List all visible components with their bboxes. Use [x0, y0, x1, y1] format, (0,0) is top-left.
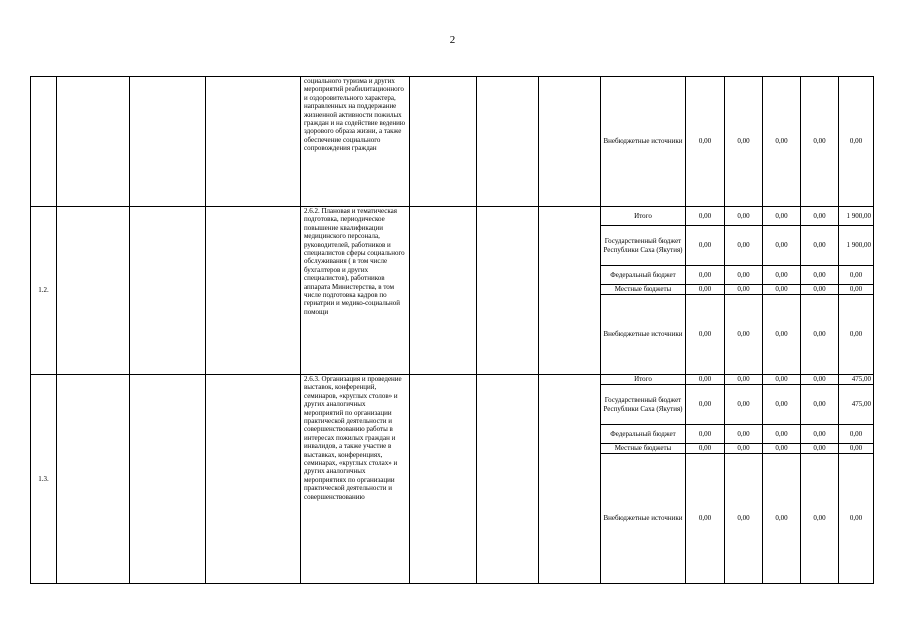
value-cell: 0,00 — [801, 285, 839, 295]
program-table-container — [30, 76, 873, 584]
value-cell: 0,00 — [686, 444, 725, 454]
source-total: Итого — [601, 207, 686, 226]
value-cell: 1 900,00 — [839, 226, 874, 266]
value-cell: 0,00 — [801, 425, 839, 444]
index-cell: 1.3. — [31, 375, 57, 584]
value-cell: 0,00 — [839, 295, 874, 375]
value-cell: 0,00 — [725, 285, 763, 295]
index-cell: 1.2. — [31, 207, 57, 375]
value-cell: 0,00 — [763, 295, 801, 375]
measure-description: 2.6.2. Плановая и тематическая подготовка, периодическое повышение квалификации медицинского персонала, руководителей, работников и специалистов сферы социального обслуживания ( в том числе бухгалтеров и других специалистов), работников аппарата Министерства, в том числе подготовка кадров по гериатрии и медико-социальной помощи — [301, 207, 410, 375]
measure-description: социального туризма и других мероприятий реабилитационного и оздоровительного характера, направленных на поддержание жизненной активности пожилых граждан и на содействие ведению здорового образа жизни, а также обеспечение социального сопровождения граждан — [301, 77, 410, 207]
value-cell: 0,00 — [801, 454, 839, 584]
value-cell: 0,00 — [763, 207, 801, 226]
value-cell: 1 900,00 — [839, 207, 874, 226]
value-cell: 0,00 — [801, 385, 839, 425]
source-federal: Федеральный бюджет — [601, 266, 686, 285]
value-cell: 0,00 — [763, 226, 801, 266]
value-cell: 0,00 — [839, 454, 874, 584]
value-cell: 0,00 — [686, 375, 725, 385]
value-cell: 0,00 — [763, 77, 801, 207]
table-row — [31, 375, 874, 385]
source-total: Итого — [601, 375, 686, 385]
value-cell: 0,00 — [763, 425, 801, 444]
value-cell: 0,00 — [839, 285, 874, 295]
value-cell: 0,00 — [801, 375, 839, 385]
value-cell: 0,00 — [763, 375, 801, 385]
value-cell: 0,00 — [839, 425, 874, 444]
value-cell: 0,00 — [801, 444, 839, 454]
source-state-budget: Государственный бюджет Республики Саха (Якутия) — [601, 385, 686, 425]
value-cell: 475,00 — [839, 385, 874, 425]
value-cell: 0,00 — [839, 266, 874, 285]
value-cell: 0,00 — [725, 77, 763, 207]
value-cell: 0,00 — [801, 266, 839, 285]
value-cell: 0,00 — [763, 444, 801, 454]
value-cell: 0,00 — [686, 295, 725, 375]
value-cell: 0,00 — [725, 266, 763, 285]
value-cell: 0,00 — [801, 226, 839, 266]
value-cell: 0,00 — [801, 77, 839, 207]
value-cell: 0,00 — [686, 454, 725, 584]
value-cell: 0,00 — [763, 385, 801, 425]
value-cell: 0,00 — [686, 425, 725, 444]
source-extrabudget: Внебюджетные источники — [601, 295, 686, 375]
index-cell — [31, 77, 57, 207]
value-cell: 0,00 — [686, 207, 725, 226]
value-cell: 0,00 — [763, 454, 801, 584]
value-cell: 0,00 — [725, 295, 763, 375]
value-cell: 0,00 — [801, 207, 839, 226]
value-cell: 0,00 — [725, 375, 763, 385]
page-number: 2 — [449, 34, 456, 46]
source-extrabudget: Внебюджетные источники — [601, 77, 686, 207]
value-cell: 0,00 — [763, 266, 801, 285]
value-cell: 0,00 — [725, 454, 763, 584]
value-cell: 0,00 — [686, 385, 725, 425]
value-cell: 0,00 — [725, 207, 763, 226]
value-cell: 0,00 — [686, 266, 725, 285]
measure-description: 2.6.3. Организация и проведение выставок, конференций, семинаров, «круглых столов» и других аналогичных мероприятий по организации практической деятельности и совершенствованию работы в интересах пожилых граждан и инвалидов, а также участие в выставках, конференциях, семинарах, «круглых столах» и других аналогичных мероприятиях по организации практической деятельности и совершенствованию — [301, 375, 410, 584]
value-cell: 0,00 — [763, 285, 801, 295]
program-funding-table — [30, 76, 874, 584]
value-cell: 0,00 — [686, 226, 725, 266]
source-state-budget: Государственный бюджет Республики Саха (Якутия) — [601, 226, 686, 266]
value-cell: 0,00 — [725, 444, 763, 454]
value-cell: 0,00 — [725, 385, 763, 425]
table-row — [31, 207, 874, 226]
value-cell: 0,00 — [839, 444, 874, 454]
value-cell: 0,00 — [686, 77, 725, 207]
source-federal: Федеральный бюджет — [601, 425, 686, 444]
value-cell: 0,00 — [725, 425, 763, 444]
value-cell: 0,00 — [839, 77, 874, 207]
source-local: Местные бюджеты — [601, 285, 686, 295]
value-cell: 0,00 — [801, 295, 839, 375]
table-row — [31, 77, 874, 207]
source-extrabudget: Внебюджетные источники — [601, 454, 686, 584]
value-cell: 0,00 — [686, 285, 725, 295]
value-cell: 475,00 — [839, 375, 874, 385]
source-local: Местные бюджеты — [601, 444, 686, 454]
value-cell: 0,00 — [725, 226, 763, 266]
